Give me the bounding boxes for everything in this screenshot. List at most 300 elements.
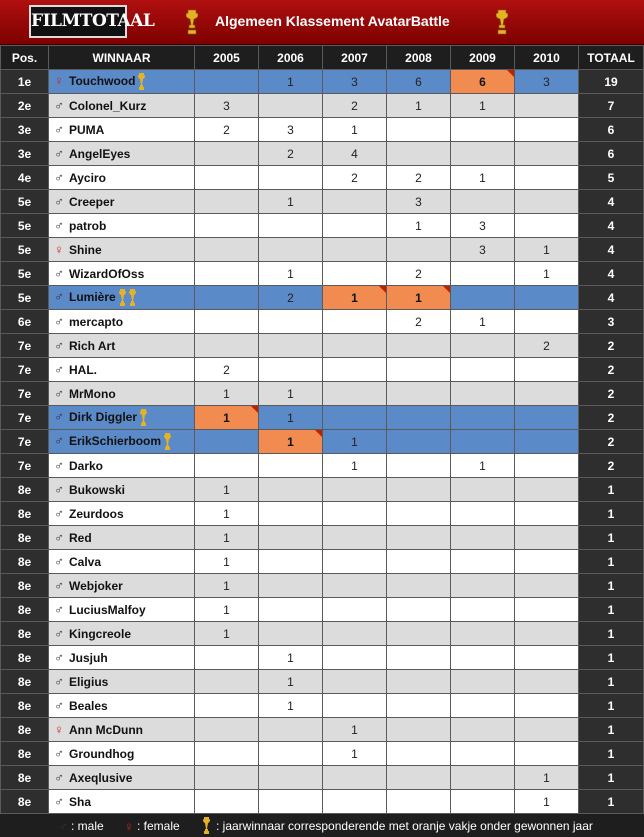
table-row <box>1 382 643 405</box>
col-header-2008: 2008 <box>387 46 450 69</box>
year-score-cell: 1 <box>259 190 322 213</box>
total-cell: 1 <box>579 646 643 669</box>
year-score-cell: 1 <box>195 550 258 573</box>
player-cell <box>49 334 194 357</box>
male-icon: ♂ <box>54 626 64 641</box>
table-row <box>1 430 643 453</box>
year-score-cell <box>195 646 258 669</box>
year-score-cell: 6 <box>451 70 514 93</box>
col-header-2007: 2007 <box>323 46 386 69</box>
table-row <box>1 166 643 189</box>
year-score-cell <box>515 358 578 381</box>
table-row <box>1 406 643 429</box>
table-row <box>1 574 643 597</box>
year-score-cell <box>387 550 450 573</box>
year-score-cell <box>387 334 450 357</box>
col-header-2009: 2009 <box>451 46 514 69</box>
rank-cell: 8e <box>1 550 48 573</box>
player-name: patrob <box>69 219 107 233</box>
rank-cell: 1e <box>1 70 48 93</box>
year-score-cell <box>515 382 578 405</box>
year-score-cell: 1 <box>323 718 386 741</box>
player-name: Eligius <box>69 675 109 689</box>
player-name: Rich Art <box>69 339 116 353</box>
total-cell: 1 <box>579 742 643 765</box>
year-score-cell <box>451 382 514 405</box>
year-score-cell <box>195 670 258 693</box>
rank-cell: 8e <box>1 502 48 525</box>
rank-cell: 7e <box>1 358 48 381</box>
rank-cell: 2e <box>1 94 48 117</box>
male-icon: ♂ <box>54 170 64 185</box>
year-score-cell <box>195 310 258 333</box>
year-score-cell: 1 <box>515 238 578 261</box>
rank-cell: 7e <box>1 454 48 477</box>
total-cell: 1 <box>579 526 643 549</box>
year-score-cell <box>323 670 386 693</box>
player-name: Beales <box>69 699 108 713</box>
year-score-cell <box>387 526 450 549</box>
player-name: Ayciro <box>69 171 106 185</box>
table-row <box>1 94 643 117</box>
rank-cell: 8e <box>1 790 48 813</box>
rank-cell: 8e <box>1 478 48 501</box>
year-score-cell <box>323 646 386 669</box>
player-cell <box>49 238 194 261</box>
player-name: Calva <box>69 555 102 569</box>
player-name: Webjoker <box>69 579 123 593</box>
year-score-cell: 1 <box>451 454 514 477</box>
player-name: Bukowski <box>69 483 126 497</box>
trophy-icon <box>203 817 210 834</box>
year-score-cell <box>515 646 578 669</box>
female-icon: ♀ <box>54 722 64 737</box>
year-score-cell <box>515 118 578 141</box>
table-row <box>1 286 643 309</box>
trophy-icon <box>129 289 136 306</box>
player-name: Creeper <box>69 195 115 209</box>
year-score-cell <box>515 598 578 621</box>
year-score-cell <box>515 694 578 717</box>
rank-cell: 8e <box>1 598 48 621</box>
rank-cell: 5e <box>1 286 48 309</box>
male-icon: ♂ <box>54 362 64 377</box>
trophy-icon <box>496 9 508 35</box>
table-row <box>1 670 643 693</box>
year-score-cell: 1 <box>323 742 386 765</box>
page-title: Algemeen Klassement AvatarBattle <box>215 13 450 29</box>
year-score-cell <box>515 574 578 597</box>
player-name: Sha <box>69 795 92 809</box>
player-name: Darko <box>69 459 104 473</box>
year-score-cell <box>387 742 450 765</box>
year-score-cell <box>515 406 578 429</box>
year-score-cell: 3 <box>323 70 386 93</box>
year-score-cell <box>387 478 450 501</box>
total-cell: 2 <box>579 358 643 381</box>
trophy-icon <box>140 409 147 426</box>
total-cell: 4 <box>579 190 643 213</box>
year-score-cell <box>515 430 578 453</box>
year-score-cell: 1 <box>451 166 514 189</box>
table-row <box>1 526 643 549</box>
year-score-cell <box>515 718 578 741</box>
year-score-cell <box>195 190 258 213</box>
year-score-cell: 2 <box>387 166 450 189</box>
year-score-cell <box>387 670 450 693</box>
year-score-cell <box>195 166 258 189</box>
player-cell <box>49 526 194 549</box>
year-score-cell <box>195 430 258 453</box>
rank-cell: 5e <box>1 190 48 213</box>
rank-cell: 7e <box>1 406 48 429</box>
year-score-cell <box>451 334 514 357</box>
col-header-totaal: TOTAAL <box>579 46 643 69</box>
male-icon: ♂ <box>54 698 64 713</box>
year-score-cell <box>387 622 450 645</box>
year-score-cell <box>195 262 258 285</box>
male-icon: ♂ <box>54 146 64 161</box>
year-score-cell <box>387 142 450 165</box>
year-score-cell <box>259 526 322 549</box>
year-score-cell <box>451 478 514 501</box>
player-cell <box>49 598 194 621</box>
total-cell: 1 <box>579 574 643 597</box>
year-score-cell <box>451 718 514 741</box>
player-cell <box>49 94 194 117</box>
table-row <box>1 262 643 285</box>
player-cell <box>49 766 194 789</box>
table-row <box>1 310 643 333</box>
total-cell: 2 <box>579 382 643 405</box>
year-score-cell: 1 <box>195 478 258 501</box>
year-score-cell <box>387 118 450 141</box>
legend <box>0 814 644 837</box>
male-icon: ♂ <box>54 530 64 545</box>
year-score-cell: 1 <box>195 574 258 597</box>
player-cell <box>49 646 194 669</box>
year-score-cell <box>515 526 578 549</box>
player-cell <box>49 550 194 573</box>
player-cell <box>49 382 194 405</box>
year-score-cell <box>195 766 258 789</box>
total-cell: 1 <box>579 622 643 645</box>
year-score-cell <box>515 550 578 573</box>
male-icon: ♂ <box>54 578 64 593</box>
legend-trophy: : jaarwinnaar corresponderende met oranje vakje onder gewonnen jaar <box>216 819 593 833</box>
table-row <box>1 646 643 669</box>
year-score-cell <box>451 118 514 141</box>
year-score-cell <box>451 526 514 549</box>
trophy-icon <box>138 73 145 90</box>
rank-cell: 4e <box>1 166 48 189</box>
year-score-cell <box>323 526 386 549</box>
col-header-pos: Pos. <box>1 46 48 69</box>
year-score-cell: 1 <box>195 598 258 621</box>
table-row <box>1 766 643 789</box>
male-icon: ♂ <box>54 602 64 617</box>
table-row <box>1 334 643 357</box>
rank-cell: 6e <box>1 310 48 333</box>
player-name: MrMono <box>69 387 116 401</box>
year-score-cell <box>323 238 386 261</box>
male-icon: ♂ <box>54 218 64 233</box>
total-cell: 2 <box>579 430 643 453</box>
year-score-cell <box>451 190 514 213</box>
year-score-cell <box>451 694 514 717</box>
rank-cell: 3e <box>1 118 48 141</box>
player-cell <box>49 286 194 309</box>
player-name: AngelEyes <box>69 147 131 161</box>
player-name: Lumière <box>69 289 116 304</box>
year-score-cell: 2 <box>323 166 386 189</box>
year-score-cell <box>387 406 450 429</box>
player-name: mercapto <box>69 315 124 329</box>
year-score-cell <box>515 166 578 189</box>
year-score-cell <box>259 766 322 789</box>
filmtotaal-logo: FILMTOTAAL <box>29 5 127 38</box>
player-name: Shine <box>69 243 102 257</box>
total-cell: 4 <box>579 238 643 261</box>
year-score-cell <box>259 454 322 477</box>
col-header-2006: 2006 <box>259 46 322 69</box>
player-name: Jusjuh <box>69 651 108 665</box>
year-score-cell: 1 <box>323 430 386 453</box>
year-score-cell: 3 <box>387 190 450 213</box>
year-score-cell <box>195 334 258 357</box>
year-score-cell: 1 <box>259 406 322 429</box>
trophy-icon <box>186 9 198 35</box>
total-cell: 2 <box>579 454 643 477</box>
year-score-cell <box>195 214 258 237</box>
year-score-cell <box>323 790 386 813</box>
table-row <box>1 238 643 261</box>
ranking-table <box>0 45 644 814</box>
year-score-cell: 1 <box>387 286 450 309</box>
male-icon: ♂ <box>54 122 64 137</box>
total-cell: 1 <box>579 718 643 741</box>
year-score-cell: 1 <box>323 118 386 141</box>
table-row <box>1 742 643 765</box>
year-score-cell <box>259 598 322 621</box>
year-score-cell <box>387 718 450 741</box>
total-cell: 4 <box>579 286 643 309</box>
year-score-cell <box>451 358 514 381</box>
year-score-cell <box>451 790 514 813</box>
player-cell <box>49 118 194 141</box>
year-score-cell <box>323 358 386 381</box>
year-score-cell <box>259 94 322 117</box>
year-score-cell <box>451 670 514 693</box>
year-score-cell <box>515 670 578 693</box>
year-score-cell: 2 <box>259 286 322 309</box>
year-score-cell <box>387 454 450 477</box>
male-icon: ♂ <box>54 746 64 761</box>
player-cell <box>49 574 194 597</box>
rank-cell: 5e <box>1 214 48 237</box>
male-icon: ♂ <box>54 266 64 281</box>
year-score-cell <box>515 742 578 765</box>
rank-cell: 8e <box>1 670 48 693</box>
player-name: PUMA <box>69 123 105 137</box>
player-name: Touchwood <box>69 73 136 88</box>
year-score-cell: 3 <box>515 70 578 93</box>
year-score-cell <box>259 310 322 333</box>
year-score-cell: 1 <box>195 502 258 525</box>
year-score-cell <box>387 790 450 813</box>
year-score-cell: 6 <box>387 70 450 93</box>
total-cell: 2 <box>579 406 643 429</box>
col-header-2010: 2010 <box>515 46 578 69</box>
year-score-cell <box>323 478 386 501</box>
year-score-cell <box>259 718 322 741</box>
male-icon: ♂ <box>54 506 64 521</box>
year-score-cell <box>515 190 578 213</box>
player-cell <box>49 262 194 285</box>
player-name: Ann McDunn <box>69 723 143 737</box>
male-icon: ♂ <box>54 482 64 497</box>
table-header-row <box>1 46 643 69</box>
year-score-cell <box>451 430 514 453</box>
legend-female: : female <box>137 819 180 833</box>
table-row <box>1 550 643 573</box>
rank-cell: 7e <box>1 430 48 453</box>
player-cell <box>49 70 194 93</box>
player-name: Zeurdoos <box>69 507 124 521</box>
player-name: WizardOfOss <box>69 267 145 281</box>
year-score-cell <box>323 310 386 333</box>
table-row <box>1 790 643 813</box>
year-score-cell <box>323 406 386 429</box>
table-row <box>1 70 643 93</box>
year-score-cell <box>451 406 514 429</box>
year-score-cell: 1 <box>259 262 322 285</box>
rank-cell: 7e <box>1 382 48 405</box>
male-icon: ♂ <box>54 408 64 424</box>
year-score-cell <box>387 502 450 525</box>
year-score-cell: 2 <box>195 118 258 141</box>
year-score-cell <box>451 598 514 621</box>
total-cell: 1 <box>579 694 643 717</box>
player-name: Colonel_Kurz <box>69 99 147 113</box>
year-score-cell <box>195 238 258 261</box>
rank-cell: 3e <box>1 142 48 165</box>
rank-cell: 5e <box>1 262 48 285</box>
player-name: ErikSchierboom <box>69 433 162 448</box>
table-row <box>1 214 643 237</box>
year-score-cell: 1 <box>195 406 258 429</box>
year-score-cell: 1 <box>195 622 258 645</box>
total-cell: 1 <box>579 550 643 573</box>
male-icon: ♂ <box>54 674 64 689</box>
total-cell: 19 <box>579 70 643 93</box>
player-cell <box>49 790 194 813</box>
col-header-winnaar: WINNAAR <box>49 46 194 69</box>
year-score-cell: 2 <box>387 310 450 333</box>
year-score-cell <box>451 742 514 765</box>
total-cell: 3 <box>579 310 643 333</box>
year-score-cell: 3 <box>259 118 322 141</box>
year-score-cell <box>387 382 450 405</box>
year-score-cell <box>195 70 258 93</box>
year-score-cell <box>451 646 514 669</box>
year-score-cell <box>387 430 450 453</box>
player-cell <box>49 406 194 429</box>
rank-cell: 8e <box>1 622 48 645</box>
total-cell: 6 <box>579 118 643 141</box>
year-score-cell <box>259 334 322 357</box>
rank-cell: 8e <box>1 694 48 717</box>
year-score-cell: 1 <box>259 382 322 405</box>
year-score-cell <box>323 190 386 213</box>
total-cell: 4 <box>579 262 643 285</box>
legend-male: : male <box>71 819 104 833</box>
table-row <box>1 358 643 381</box>
male-icon: ♂ <box>58 819 68 834</box>
year-score-cell <box>195 142 258 165</box>
year-score-cell <box>515 502 578 525</box>
male-icon: ♂ <box>54 98 64 113</box>
year-score-cell <box>259 478 322 501</box>
year-score-cell <box>387 766 450 789</box>
player-cell <box>49 718 194 741</box>
year-score-cell: 1 <box>323 286 386 309</box>
rank-cell: 8e <box>1 742 48 765</box>
male-icon: ♂ <box>54 432 64 448</box>
male-icon: ♂ <box>54 650 64 665</box>
year-score-cell <box>195 694 258 717</box>
year-score-cell <box>323 550 386 573</box>
year-score-cell <box>195 790 258 813</box>
year-score-cell <box>515 478 578 501</box>
year-score-cell <box>451 766 514 789</box>
total-cell: 4 <box>579 214 643 237</box>
year-score-cell: 2 <box>195 358 258 381</box>
total-cell: 5 <box>579 166 643 189</box>
year-score-cell <box>515 622 578 645</box>
rank-cell: 8e <box>1 646 48 669</box>
year-score-cell: 3 <box>451 214 514 237</box>
male-icon: ♂ <box>54 194 64 209</box>
year-score-cell: 1 <box>195 526 258 549</box>
year-score-cell: 2 <box>259 142 322 165</box>
year-score-cell <box>515 310 578 333</box>
table-row <box>1 478 643 501</box>
player-cell <box>49 670 194 693</box>
year-score-cell <box>323 382 386 405</box>
page-header <box>0 0 644 45</box>
year-score-cell: 1 <box>387 214 450 237</box>
player-cell <box>49 478 194 501</box>
year-score-cell <box>387 574 450 597</box>
year-score-cell <box>515 142 578 165</box>
male-icon: ♂ <box>54 386 64 401</box>
year-score-cell <box>323 214 386 237</box>
year-score-cell <box>451 574 514 597</box>
year-score-cell <box>323 598 386 621</box>
player-cell <box>49 622 194 645</box>
year-score-cell <box>259 574 322 597</box>
year-score-cell <box>195 742 258 765</box>
year-score-cell <box>323 502 386 525</box>
male-icon: ♂ <box>54 338 64 353</box>
total-cell: 1 <box>579 598 643 621</box>
player-cell <box>49 694 194 717</box>
table-row <box>1 502 643 525</box>
trophy-icon <box>119 289 126 306</box>
male-icon: ♂ <box>54 554 64 569</box>
col-header-2005: 2005 <box>195 46 258 69</box>
